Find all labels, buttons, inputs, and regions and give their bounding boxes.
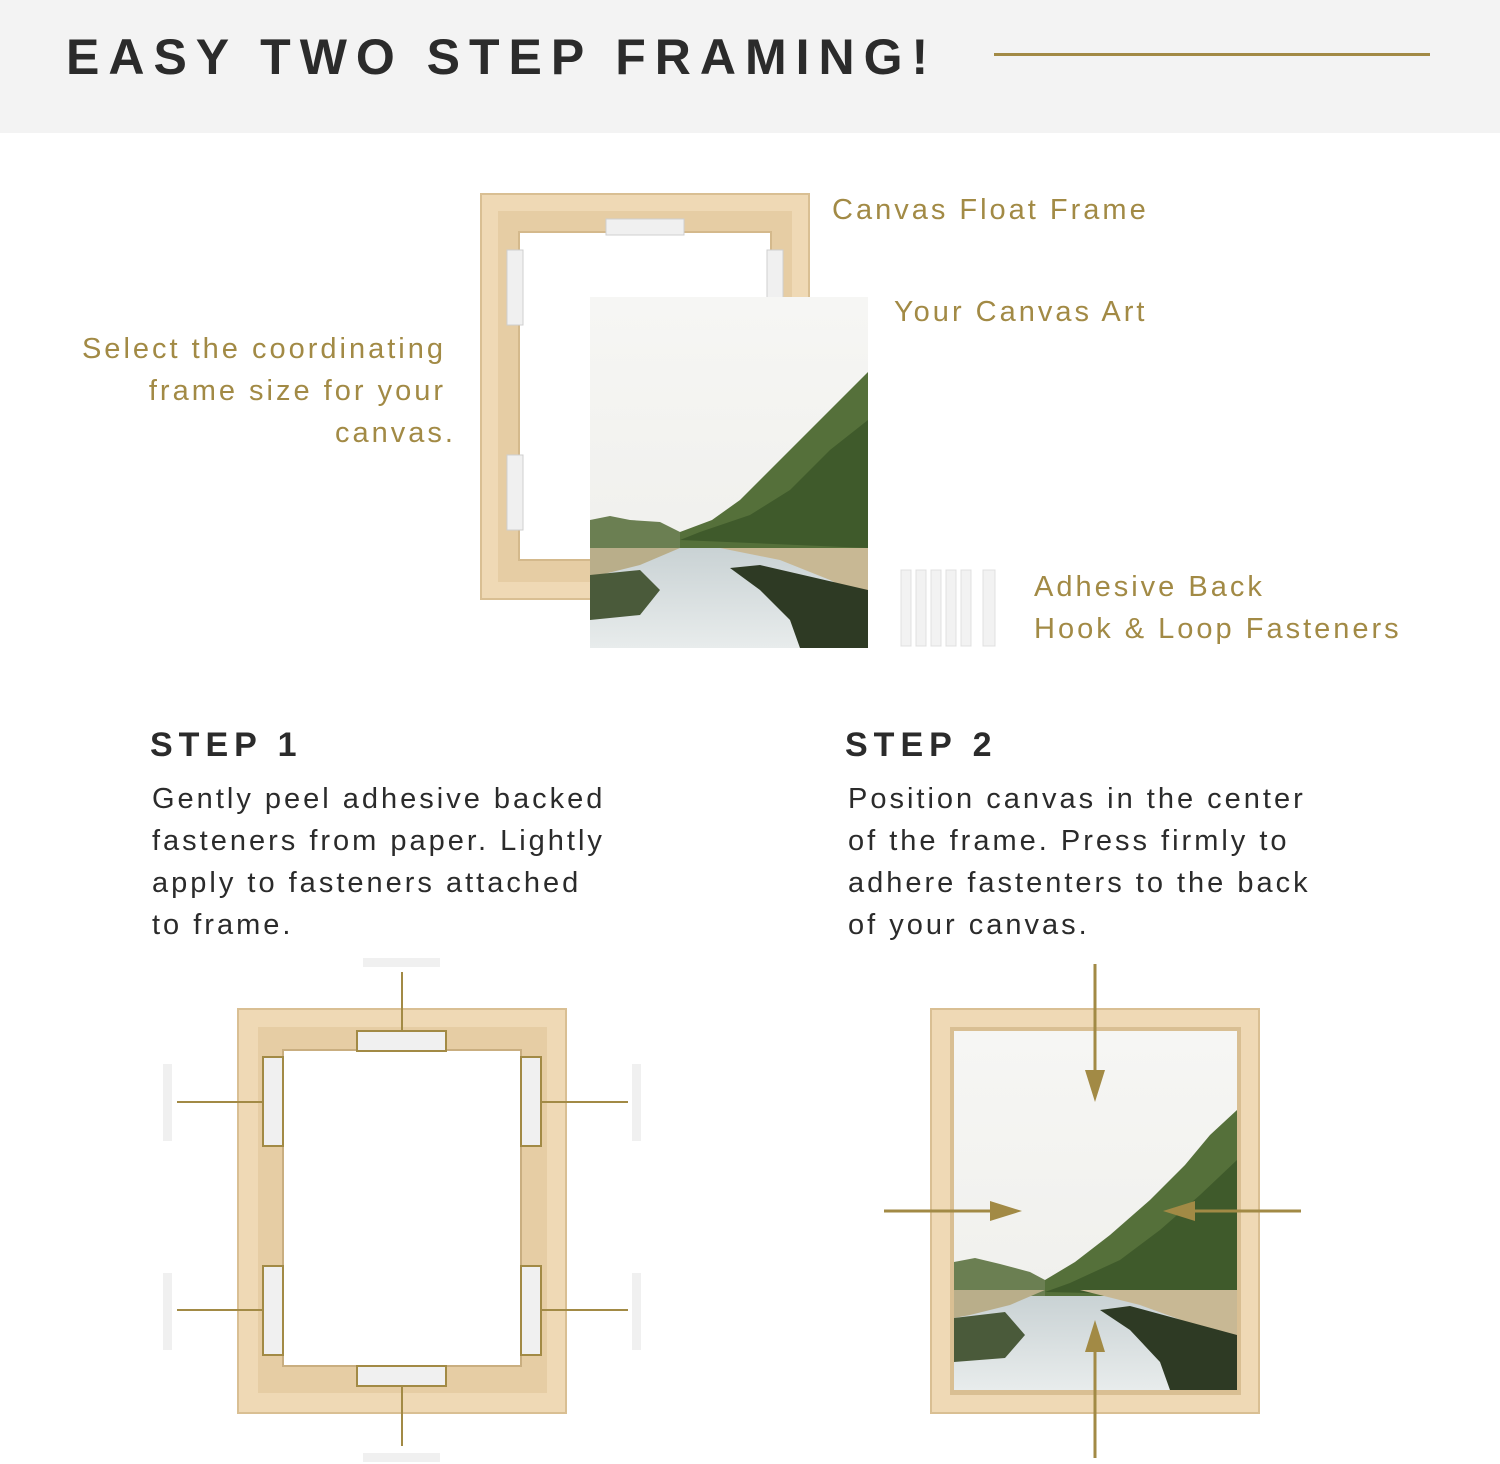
fasteners-label-line2: Hook & Loop Fasteners	[1034, 613, 1402, 645]
step1-frame-illustration	[163, 958, 641, 1462]
select-text-line1: Select the coordinating	[81, 333, 446, 365]
step1-line: apply to fasteners attached	[152, 867, 582, 899]
canvas-art-illustration	[590, 297, 868, 648]
select-text-line3: canvas.	[335, 417, 456, 449]
fasteners-label-line1: Adhesive Back	[1034, 571, 1265, 603]
step2-line: of the frame. Press firmly to	[848, 825, 1290, 857]
fastener-strips-illustration	[901, 570, 995, 646]
step1-heading: STEP 1	[150, 726, 303, 764]
canvas-label: Your Canvas Art	[894, 296, 1148, 328]
step2-line: of your canvas.	[848, 909, 1090, 941]
step2-line: adhere fastenters to the back	[848, 867, 1311, 899]
step1-line: fasteners from paper. Lightly	[152, 825, 605, 857]
page-title: EASY TWO STEP FRAMING!	[66, 29, 938, 85]
step1-line: to frame.	[152, 909, 294, 941]
step2-line: Position canvas in the center	[848, 783, 1306, 815]
step1-line: Gently peel adhesive backed	[152, 783, 606, 815]
step2-heading: STEP 2	[845, 726, 998, 764]
select-text-line2: frame size for your	[148, 375, 446, 407]
frame-label: Canvas Float Frame	[832, 194, 1149, 226]
step2-framed-canvas-illustration	[884, 964, 1301, 1458]
